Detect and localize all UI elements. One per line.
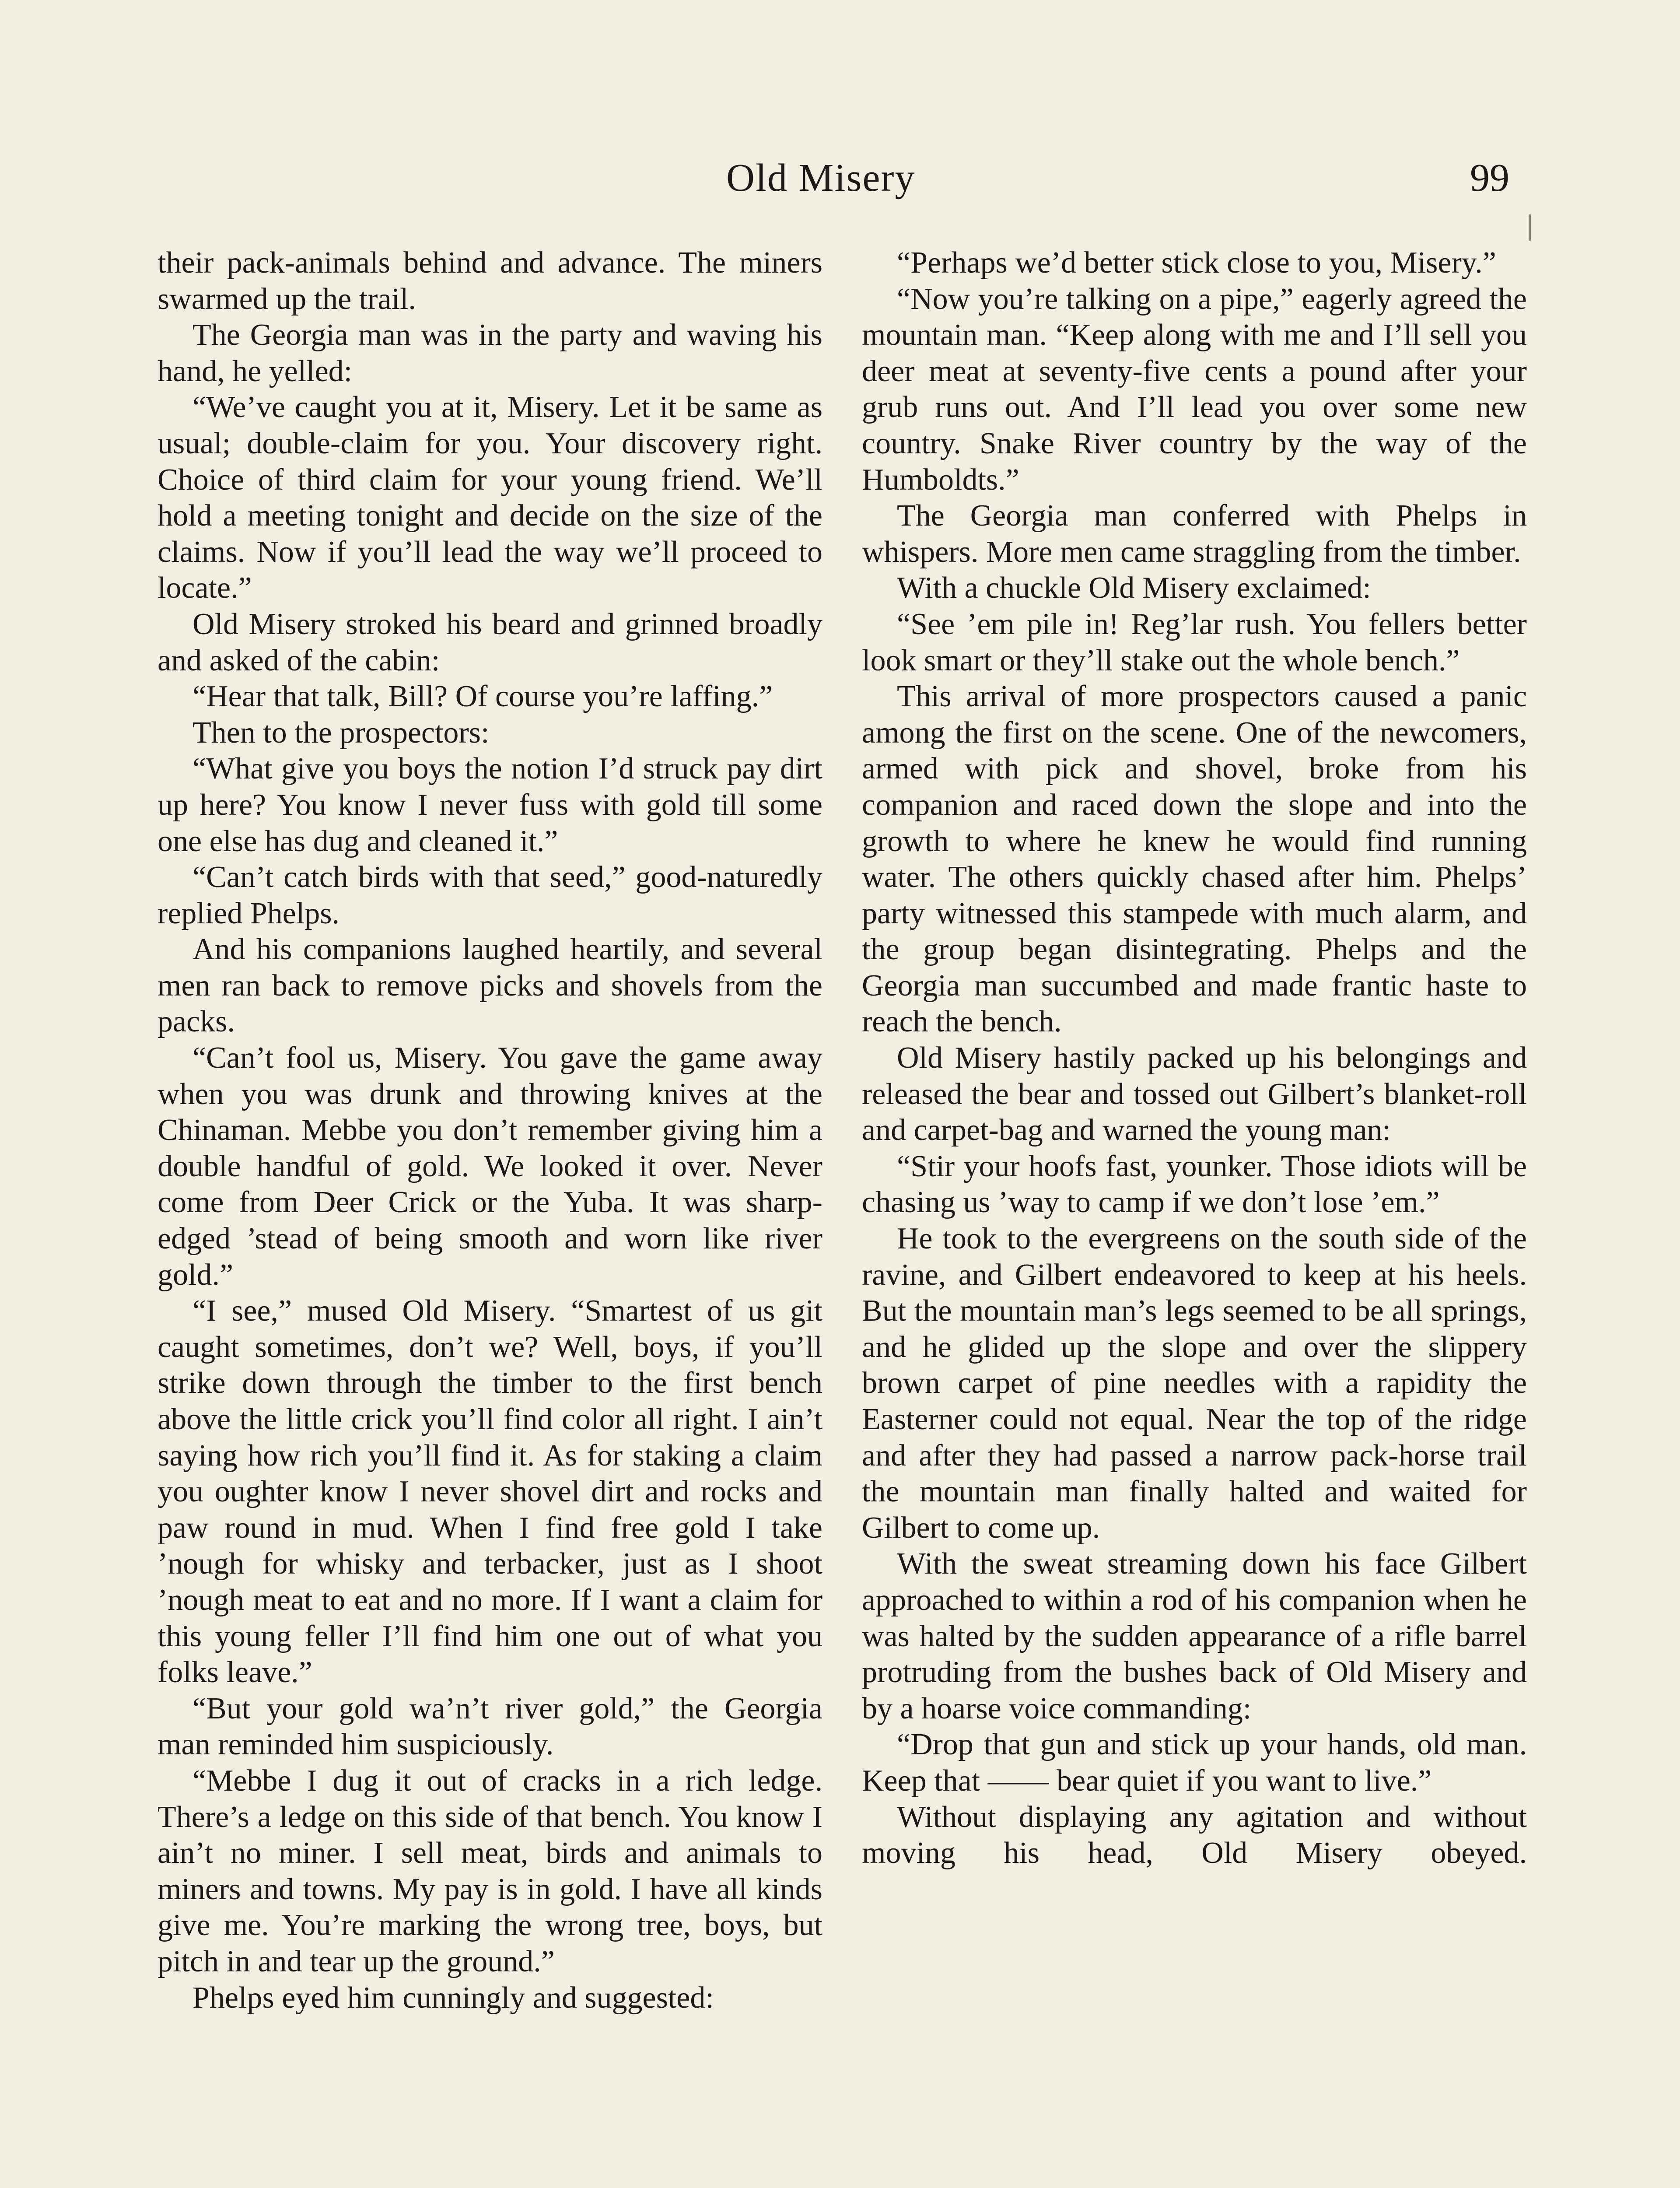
paragraph: Then to the prospectors: xyxy=(192,715,490,750)
running-head xyxy=(0,154,1680,202)
running-title: Old Misery xyxy=(726,156,916,200)
paragraph: “See ’em pile in! Reg’lar rush. You fellers better look smart or they’ll stake out the whole bench.” xyxy=(862,607,1527,677)
paragraph: The Georgia man conferred with Phelps in whispers. More men came straggling from the timber. xyxy=(862,499,1527,569)
right-column xyxy=(862,245,1527,1872)
paragraph: Old Misery stroked his beard and grinned broadly and asked of the cabin: xyxy=(158,607,822,677)
paragraph: “But your gold wa’n’t river gold,” the Georgia man reminded him suspiciously. xyxy=(158,1691,822,1762)
margin-mark xyxy=(1529,214,1531,241)
paragraph: Phelps eyed him cunningly and suggested: xyxy=(192,1981,714,2015)
paragraph: With the sweat streaming down his face Gilbert approached to within a rod of his companion when he was halted by the sudden appearance of a rifle barrel protruding from the bushes back of Old Misery and by a hoarse voice commanding: xyxy=(862,1547,1527,1725)
paragraph: “What give you boys the notion I’d struck pay dirt up here? You know I never fuss with gold till some one else has dug and cleaned it.” xyxy=(158,752,822,858)
page-number: 99 xyxy=(1470,156,1509,200)
paragraph: This arrival of more prospectors caused a panic among the first on the scene. One of the newcomers, armed with pick and shovel, broke from his companion and raced down the slope and into the growth to where he knew he would find running water. The others quickly chased after him. Phelps’ party witnessed this stampede with much alarm, and the group began disintegrating. Phelps and the Georgia man succumbed and made frantic haste to reach the bench. xyxy=(862,680,1527,1039)
paragraph: “Can’t catch birds with that seed,” good-naturedly replied Phelps. xyxy=(158,860,822,930)
paragraph: “Can’t fool us, Misery. You gave the game away when you was drunk and throwing knives at the Chinaman. Mebbe you don’t remember giving him a double handful of gold. We looked it over. Never come from Deer Crick or the Yuba. It was sharp-edged ’stead of being smooth and worn like river gold.” xyxy=(158,1041,822,1292)
paragraph: “Perhaps we’d better stick close to you, Misery.” xyxy=(897,246,1496,280)
paragraph: their pack-animals behind and advance. The miners swarmed up the trail. xyxy=(158,246,822,316)
paragraph: “Mebbe I dug it out of cracks in a rich ledge. There’s a ledge on this side of that bench. You know I ain’t no miner. I sell meat, birds and animals to miners and towns. My pay is in gold. I have all kinds give me. You’re marking the wrong tree, boys, but pitch in and tear up the ground.” xyxy=(158,1764,822,1978)
paragraph: “I see,” mused Old Misery. “Smartest of us git caught sometimes, don’t we? Well, boys, if you’ll strike down through the timber to the first bench above the little crick you’ll find color all right. I ain’t saying how rich you’ll find it. As for staking a claim you oughter know I never shovel dirt and rocks and paw round in mud. When I find free gold I take ’nough for whisky and terbacker, just as I shoot ’nough meat to eat and no more. If I want a claim for this young feller I’ll find him one out of what you folks leave.” xyxy=(158,1294,822,1690)
paragraph: “Stir your hoofs fast, younker. Those idiots will be chasing us ’way to camp if we don’t lose ’em.” xyxy=(862,1149,1527,1220)
paragraph: He took to the evergreens on the south side of the ravine, and Gilbert endeavored to keep at his heels. But the mountain man’s legs seemed to be all springs, and he glided up the slope and over the slippery brown carpet of pine needles with a rapidity the Easterner could not equal. Near the top of the ridge and after they had passed a narrow pack-horse trail the mountain man finally halted and waited for Gilbert to come up. xyxy=(862,1222,1527,1545)
paragraph: “Drop that gun and stick up your hands, old man. Keep that —— bear quiet if you want to live.” xyxy=(862,1728,1527,1798)
paragraph: And his companions laughed heartily, and several men ran back to remove picks and shovels from the packs. xyxy=(158,933,822,1039)
paragraph: “Now you’re talking on a pipe,” eagerly agreed the mountain man. “Keep along with me and I’ll sell you deer meat at seventy-five cents a pound after your grub runs out. And I’ll lead you over some new country. Snake River country by the way of the Humboldts.” xyxy=(862,282,1527,497)
paragraph: “Hear that talk, Bill? Of course you’re laffing.” xyxy=(192,680,773,714)
paragraph: “We’ve caught you at it, Misery. Let it be same as usual; double-claim for you. Your discovery right. Choice of third claim for your young friend. We’ll hold a meeting tonight and decide on the size of the claims. Now if you’ll lead the way we’ll proceed to locate.” xyxy=(158,390,822,605)
left-column xyxy=(158,245,822,2016)
paragraph: Without displaying any agitation and without moving his head, Old Misery obeyed. xyxy=(862,1800,1527,1870)
paragraph: The Georgia man was in the party and waving his hand, he yelled: xyxy=(158,318,822,388)
paragraph: With a chuckle Old Misery exclaimed: xyxy=(897,571,1371,605)
paragraph: Old Misery hastily packed up his belongings and released the bear and tossed out Gilbert’s blanket-roll and carpet-bag and warned the young man: xyxy=(862,1041,1527,1147)
